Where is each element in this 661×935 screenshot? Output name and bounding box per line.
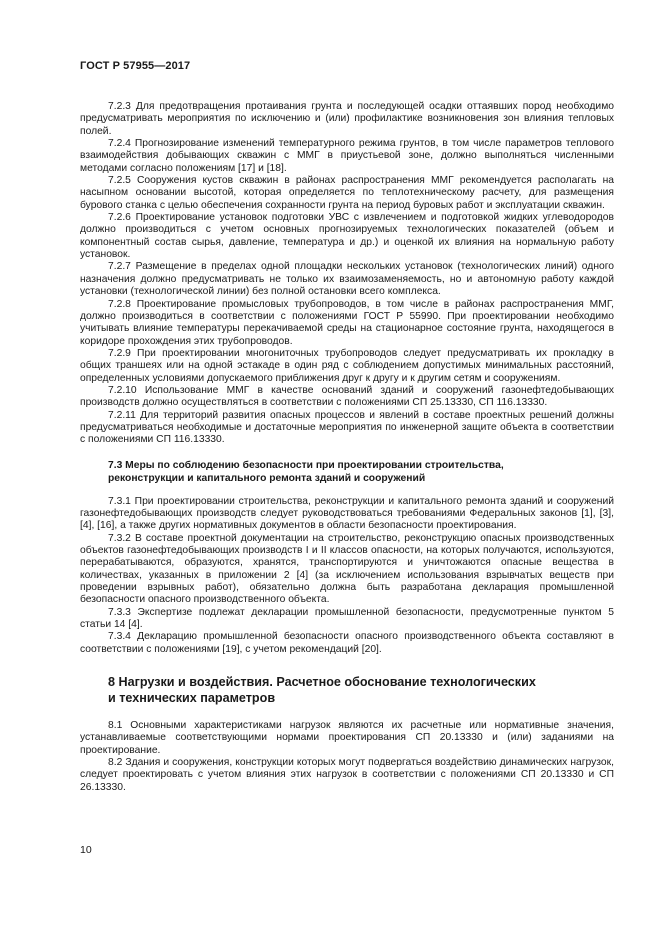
paragraph-7-3-1: 7.3.1 При проектировании строительства, реконструкции и капитального ремонта зданий и сооружений газонефтедобывающих производств следует руководствоваться требованиями Федеральных законов [1], [3], [4], [16], а также других нормативных документов в области безопасности проектирования. bbox=[80, 495, 614, 532]
paragraph-8-2: 8.2 Здания и сооружения, конструкции которых могут подвергаться воздействию динамических нагрузок, следует проектировать с учетом влияния этих нагрузок в соответствии с положениями СП 20.13330 и СП 26.13330. bbox=[80, 757, 614, 793]
paragraph-7-3-3: 7.3.3 Экспертизе подлежат декларации промышленной безопасности, предусмотренные пунктом 5 статьи 14 [4]. bbox=[80, 606, 614, 631]
paragraph-7-3-2: 7.3.2 В составе проектной документации на строительство, реконструкцию опасных производственных объектов газонефтедобывающих производств I и II классов опасности, на которых получаются, используются, перерабатываются, образуются, хранятся, транспортируются и уничтожаются опасные вещества в количествах, указанных в приложении 2 [4] (за исключением использования взрывчатых веществ при проведении взрывных работ), обязательно должна быть разработана декларация промышленной безопасности опасного производственного объекта. bbox=[80, 532, 614, 606]
subsection-7-3-title bbox=[108, 459, 614, 485]
paragraph-7-2-6: 7.2.6 Проектирование установок подготовки УВС с извлечением и подготовкой жидких углеводородов должно производиться с учетом основных прогнозируемых технологических показателей (объем и компонентный состав сырья, давление, температура и др.) и оценкой их влияния на нормальную работу установок. bbox=[80, 212, 614, 261]
subsection-7-3-title-line2: реконструкции и капитального ремонта зданий и сооружений bbox=[108, 472, 426, 484]
paragraph-7-2-3: 7.2.3 Для предотвращения протаивания грунта и последующей осадки оттаявших пород необходимо предусматривать мероприятия по исключению и (или) профилактике возникновения зон влияния тепловых полей. bbox=[80, 101, 614, 137]
paragraph-7-2-11: 7.2.11 Для территорий развития опасных процессов и явлений в составе проектных решений должны предусматриваться необходимые и достаточные мероприятия по инженерной защите объекта в соответствии с положениями СП 116.13330. bbox=[80, 409, 614, 446]
page-number: 10 bbox=[80, 844, 92, 856]
section-8-title-line2: и технических параметров bbox=[108, 690, 276, 705]
paragraph-7-2-4: 7.2.4 Прогнозирование изменений температурного режима грунтов, в том числе параметров теплового взаимодействия добывающих скважин с ММГ в приустьевой зоне, должно выполняться численными методами согласно положениям [17] и [18]. bbox=[80, 138, 614, 174]
paragraph-8-1: 8.1 Основными характеристиками нагрузок являются их расчетные или нормативные значения, устанавливаемые соответствующими нормами проектирования СП 20.13330 и (или) заданиями на проектирование. bbox=[80, 720, 614, 756]
paragraph-7-2-7: 7.2.7 Размещение в пределах одной площадки нескольких установок (технологических линий) одного назначения должно предусматривать не только их взаимозаменяемость, но и автономную работу каждой установки (технологической линии) без полной остановки всего комплекса. bbox=[80, 261, 614, 298]
paragraph-7-2-5: 7.2.5 Сооружения кустов скважин в районах распространения ММГ рекомендуется располагать на насыпном основании высотой, которая определяется по теплотехническому расчету, для размещения бурового станка с целью обеспечения сохранности грунта на период буровых работ и эксплуатации скважин. bbox=[80, 175, 614, 211]
section-8-title bbox=[108, 675, 614, 706]
paragraph-7-2-10: 7.2.10 Использование ММГ в качестве оснований зданий и сооружений газонефтедобывающих производств должно осуществляться в соответствии с положениями СП 25.13330, СП 116.13330. bbox=[80, 384, 614, 409]
document-code-header: ГОСТ Р 57955—2017 bbox=[80, 60, 191, 72]
paragraph-7-2-8: 7.2.8 Проектирование промысловых трубопроводов, в том числе в районах распространения ММГ, должно производиться в соответствии с положениями ГОСТ Р 55990. При проектировании необходимо учитывать влияние температуры перекачиваемой среды на стационарное состояние грунта, находящегося в коридоре прохождения этих трубопроводов. bbox=[80, 298, 614, 347]
document-body bbox=[80, 101, 614, 794]
section-8-title-line1: 8 Нагрузки и воздействия. Расчетное обоснование технологических bbox=[108, 675, 536, 690]
paragraph-7-3-4: 7.3.4 Декларацию промышленной безопасности опасного производственного объекта составляют в соответствии с положениями [19], с учетом рекомендаций [20]. bbox=[80, 631, 614, 655]
subsection-7-3-title-line1: 7.3 Меры по соблюдению безопасности при проектировании строительства, bbox=[108, 459, 504, 471]
paragraph-7-2-9: 7.2.9 При проектировании многониточных трубопроводов следует предусматривать их прокладку в общих траншеях или на одной эстакаде в один ряд с соблюдением допустимых минимальных расстояний, определенных условиями допускаемого приближения друг к другу и к другим сетям и сооружениям. bbox=[80, 347, 614, 384]
